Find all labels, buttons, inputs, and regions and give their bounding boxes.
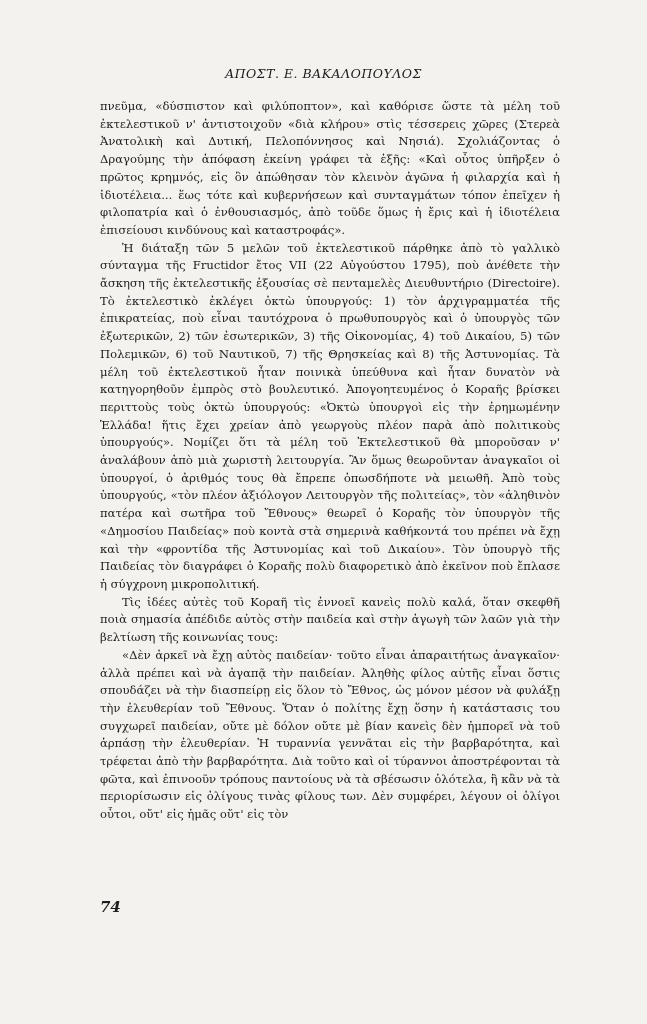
- body-text: [100, 98, 560, 824]
- page-number: 74: [100, 898, 121, 916]
- block-quote-education: «Δὲν ἀρκεῖ νὰ ἔχῃ αὐτὸς παιδείαν· τοῦτο εἶναι ἀπαραιτήτως ἀναγκαῖον· ἀλλὰ πρέπει καὶ νὰ ἀγαπᾷ τὴν παιδείαν. Ἀληθὴς φίλος αὐτῆς εἶναι ὅστις σπουδάζει νὰ τὴν διασπείρῃ εἰς ὅλον τὸ Ἔθνος, ὡς μόνον μέσον νὰ φυλάξῃ τὴν ἐλευθερίαν τοῦ Ἔθνους. Ὅταν ὁ πολίτης ἔχῃ ὅσην ἡ κατάστασις του συγχωρεῖ παιδείαν, οὔτε μὲ δόλον οὔτε μὲ βίαν κανεὶς δὲν ἠμπορεῖ νὰ τοῦ ἁρπάσῃ τὴν ἐλευθερίαν. Ἡ τυραννία γεννᾶται εἰς τὴν βαρβαρότητα, καὶ τρέφεται ἀπὸ τὴν βαρβαρότητα. Διὰ τοῦτο καὶ οἱ τύραννοι ἀποστρέφονται τὰ φῶτα, καὶ ἐπινοοῦν τρόπους παντοίους νὰ τὰ σβέσωσιν ὁλότελα, ἢ κἂν νὰ τὰ περιορίσωσιν εἰς ὀλίγους τινὰς φίλους των. Δὲν συμφέρει, λέγουν οἱ ὀλίγοι οὗτοι, οὔτ' εἰς ἡμᾶς οὔτ' εἰς τὸν: [100, 647, 560, 822]
- paragraph-korais-ideas: Τὶς ἰδέες αὐτὲς τοῦ Κοραῆ τὶς ἐννοεῖ κανεὶς πολὺ καλά, ὅταν σκεφθῆ ποιὰ σημασία ἀπέδιδε αὐτὸς στὴν παιδεία καὶ στὴν ἀγωγὴ τῶν λαῶν γιὰ τὴν βελτίωση τῆς κοινωνίας τους:: [100, 594, 560, 645]
- paragraph-executive-ministers: Ἡ διάταξη τῶν 5 μελῶν τοῦ ἐκτελεστικοῦ πάρθηκε ἀπὸ τὸ γαλλικὸ σύνταγμα τῆς Fructidor ἔτος VII (22 Αὐγούστου 1795), ποὺ ἀνέθετε τὴν ἄσκηση τῆς ἐκτελεστικῆς ἐξουσίας σὲ πενταμελὲς Διευθυντήριο (Directoire). Τὸ ἐκτελεστικὸ ἐκλέγει ὀκτὼ ὑπουργούς: 1) τὸν ἀρχιγραμματέα τῆς ἐπικρατείας, ποὺ εἶναι ταυτόχρονα ὁ πρωθυπουργὸς καὶ ὁ ὑπουργὸς τῶν ἐξωτερικῶν, 2) τῶν ἐσωτερικῶν, 3) τῆς Οἰκονομίας, 4) τοῦ Δικαίου, 5) τῶν Πολεμικῶν, 6) τοῦ Ναυτικοῦ, 7) τῆς Θρησκείας καὶ 8) τῆς Ἀστυνομίας. Τὰ μέλη τοῦ ἐκτελεστικοῦ ἦταν ποινικὰ ὑπεύθυνα καὶ ἦταν δυνατὸν νὰ κατηγορηθοῦν ἐμπρὸς στὸ βουλευτικό. Ἀπογοητευμένος ὁ Κοραῆς βρίσκει περιττοὺς τοὺς ὀκτὼ ὑπουργούς: «Ὀκτὼ ὑπουργοὶ εἰς τὴν ἐρημωμένην Ἑλλάδα! ἥτις ἔχει χρείαν ἀπὸ γεωργοὺς πλέον παρὰ ἀπὸ πολιτικοὺς ὑπουργούς». Νομίζει ὅτι τὰ μέλη τοῦ Ἐκτελεστικοῦ θὰ μποροῦσαν ν' ἀναλάβουν ἀπὸ μιὰ χωριστὴ λειτουργία. Ἂν ὅμως θεωροῦνταν ἀναγκαῖοι οἱ ὑπουργοί, ὁ ἀριθμός τους θὰ ἔπρεπε ὁπωσδήποτε νὰ μειωθῆ. Ἀπὸ τοὺς ὑπουργούς, «τὸν πλέον ἀξιόλογον Λειτουργὸν τῆς πολιτείας», τὸν «ἀληθινὸν πατέρα καὶ σωτῆρα τοῦ Ἔθνους» θεωρεῖ ὁ Κοραῆς τὸν ὑπουργὸν τῆς «Δημοσίου Παιδείας» ποὺ κοντὰ στὰ σημερινὰ καθήκοντά του πρέπει νὰ ἔχῃ καὶ τὴν «φροντίδα τῆς Ἀστυνομίας καὶ τοῦ Δικαίου». Τὸν ὑπουργὸ τῆς Παιδείας τὸν διαγράφει ὁ Κοραῆς πολὺ διαφορετικὸ ἀπὸ ἐκεῖνον ποὺ ἔπλασε ἡ σύγχρονη μικροπολιτική.: [100, 240, 560, 591]
- paragraph-continuation: πνεῦμα, «δύσπιστον καὶ φιλύποπτον», καὶ καθόρισε ὥστε τὰ μέλη τοῦ ἐκτελεστικοῦ ν' ἀντιστοιχοῦν «διὰ κλήρου» στὶς τέσσερεις χῶρες (Στερεὰ Ἀνατολικὴ καὶ Δυτική, Πελοπόννησος καὶ Νησιά). Σχολιάζοντας ὁ Δραγούμης τὴν ἀπόφαση ἐκείνη γράφει τὰ ἑξῆς: «Καὶ οὗτος ὑπῆρξεν ὁ πρῶτος κρημνός, εἰς ὃν ἀπώθησαν τὸν κλεινὸν ἀγῶνα ἡ φιλαρχία καὶ ἡ ἰδιοτέλεια... ἕως τότε καὶ κυβερνήσεων καὶ συνταγμάτων τόπον ἐπεῖχεν ἡ φιλοπατρία καὶ ὁ ἐνθουσιασμός, ἀπὸ τοῦδε ὅμως ἡ ἔρις καὶ ἡ ἰδιοτέλεια ἐπισείουσι κινδύνους καὶ καταστροφάς».: [100, 99, 560, 237]
- running-head-author: ΑΠΟΣΤ. Ε. ΒΑΚΑΛΟΠΟΥΛΟΣ: [225, 66, 422, 81]
